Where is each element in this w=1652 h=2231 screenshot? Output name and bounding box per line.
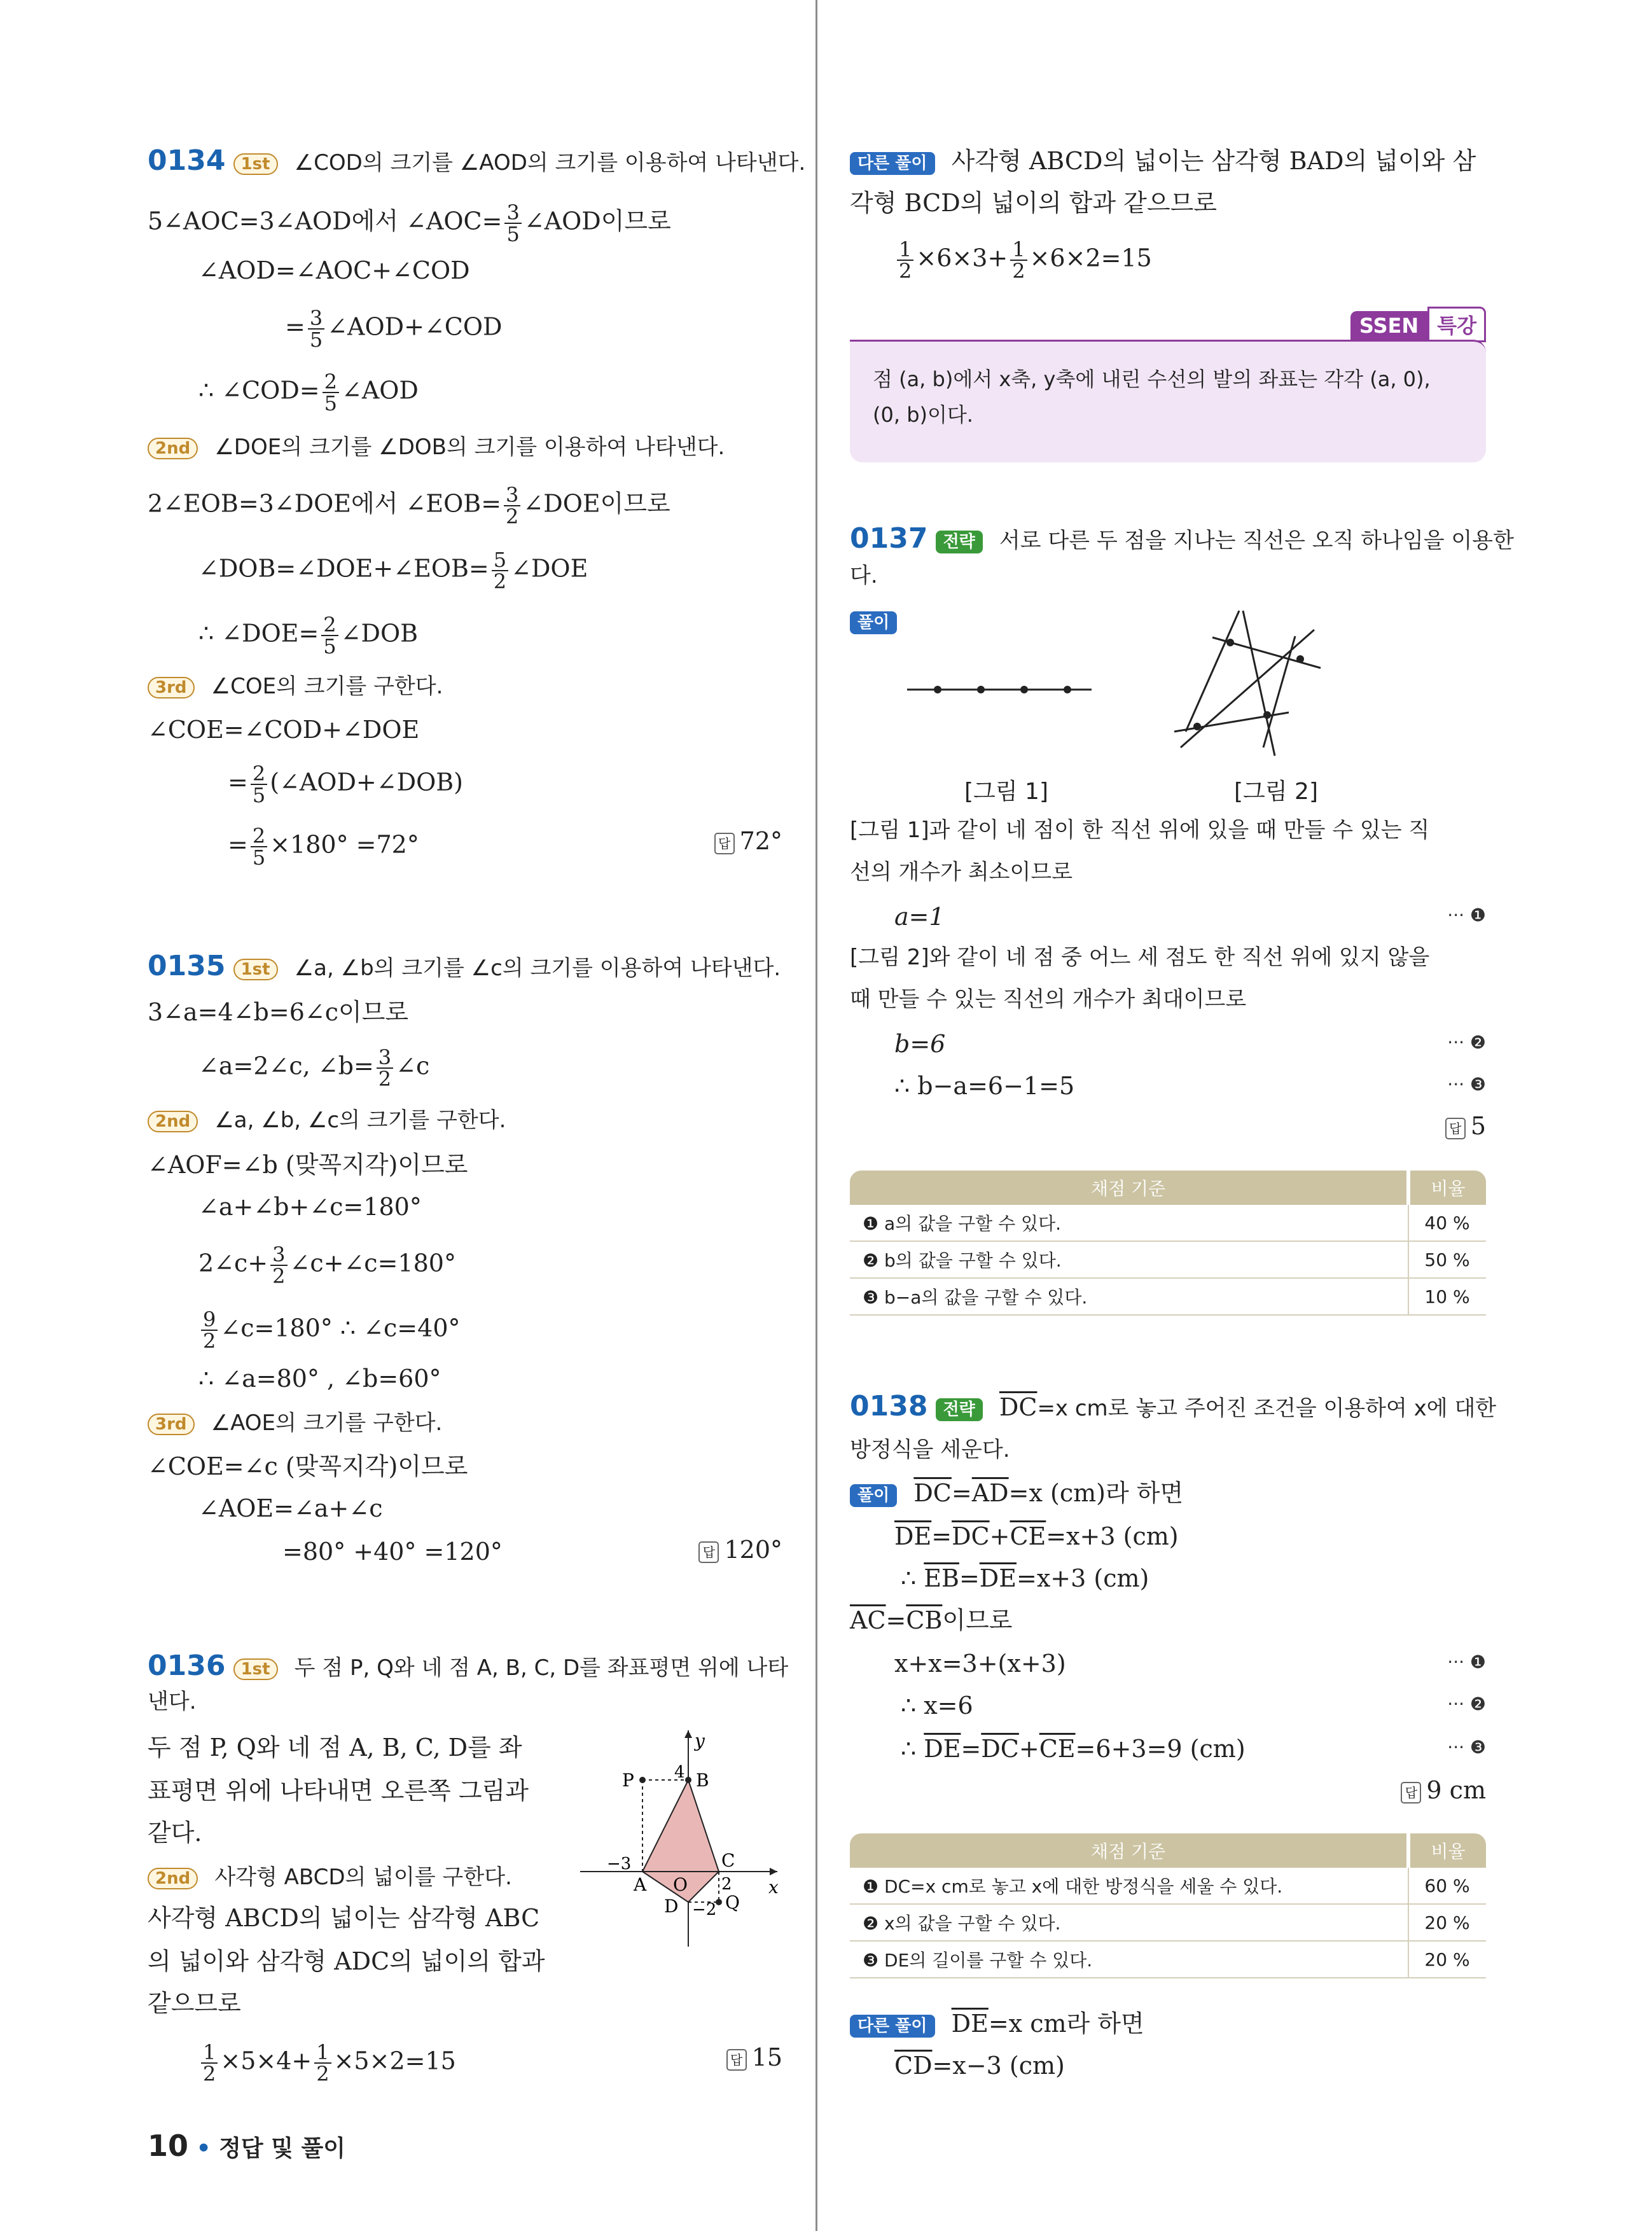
- solution-line: =80° +40° =120°: [282, 1538, 503, 1566]
- point: [1296, 655, 1304, 663]
- ssen-text: (0, b)이다.: [873, 403, 973, 427]
- table-row: ❷ b의 값을 구할 수 있다. 50 %: [850, 1241, 1486, 1278]
- table-row: ❶ DC=x cm로 놓고 x에 대한 방정식을 세울 수 있다. 60 %: [850, 1868, 1486, 1904]
- text-line: 두 점 P, Q와 네 점 A, B, C, D를 좌: [148, 1734, 522, 1762]
- solution-line: ∠COE=∠COD+∠DOE: [148, 716, 420, 744]
- step-marker: ··· ❷: [1447, 1693, 1486, 1714]
- text-line: 같다.: [148, 1819, 202, 1847]
- text-line: 같으므로: [148, 1989, 241, 2017]
- figure-2: [1162, 604, 1365, 763]
- step-badge: 3rd: [148, 677, 195, 698]
- point: [1193, 723, 1201, 730]
- step-badge: 2nd: [148, 1111, 198, 1132]
- alt-solution-tag: 다른 풀이: [850, 152, 935, 175]
- answer-icon: 답: [726, 2049, 747, 2071]
- solution-line: 2∠c+ $\frac{3}{2}$ ∠c+∠c=180°: [198, 1242, 456, 1288]
- figure-1-caption: [그림 1]: [964, 779, 1048, 805]
- fraction: $\frac{3}{2}$: [377, 1047, 393, 1089]
- fraction: $\frac{2}{5}$: [251, 826, 267, 868]
- page-number: 10: [148, 2129, 189, 2163]
- grading-table-0137: [850, 1171, 1486, 1316]
- solution-tag: 풀이: [850, 1484, 897, 1507]
- step-line: [148, 1406, 442, 1439]
- text-line: 선의 개수가 최소이므로: [850, 859, 1073, 885]
- solution-label-line: [850, 604, 906, 636]
- fraction: $\frac{1}{2}$: [201, 2042, 218, 2084]
- problem-0138-header: 0138 전략 $\overline{DC}=x$ cm로 놓고 주어진 조건을 이용하여 x에 대한: [850, 1390, 1497, 1422]
- x-label: x: [768, 1877, 779, 1898]
- ssen-box: [850, 340, 1486, 462]
- step-badge: 2nd: [148, 1868, 198, 1889]
- step-text: ∠COD의 크기를 ∠AOD의 크기를 이용하여 나타낸다.: [294, 150, 806, 176]
- fraction: $\frac{5}{2}$: [492, 550, 508, 592]
- solution-line: ∴ ∠COD= $\frac{2}{5}$ ∠AOD: [198, 370, 419, 415]
- point: [1226, 639, 1234, 646]
- fraction: $\frac{3}{2}$: [504, 485, 520, 527]
- text-line: [그림 2]와 같이 네 점 중 어느 세 점도 한 직선 위에 있지 않을: [850, 945, 1430, 970]
- solution-tag: 풀이: [850, 611, 897, 634]
- page-footer: 10 • 정답 및 풀이: [148, 2129, 346, 2163]
- step-text: ∠a, ∠b의 크기를 ∠c의 크기를 이용하여 나타낸다.: [294, 956, 781, 981]
- column-divider: [816, 0, 817, 2231]
- solution-line: ∠AOE=∠a+∠c: [198, 1494, 383, 1522]
- solution-line: ∠AOD=∠AOC+∠COD: [198, 256, 470, 284]
- label-neg2-y: −2: [692, 1900, 717, 1919]
- strategy-tag: 전략: [936, 531, 983, 553]
- label-d: D: [664, 1896, 679, 1917]
- step-badge: 3rd: [148, 1414, 195, 1435]
- alt-solution-tag: 다른 풀이: [850, 2015, 935, 2038]
- solution-line: $\frac{1}{2}$ ×6×3+ $\frac{1}{2}$ ×6×2=15: [894, 239, 1152, 281]
- text-line: 의 넓이와 삼각형 ADC의 넓이의 합과: [148, 1947, 545, 1975]
- label-c: C: [721, 1850, 735, 1871]
- label-q: Q: [725, 1892, 740, 1913]
- table-header: 채점 기준: [850, 1833, 1408, 1868]
- solution-line: ∠COE=∠c (맞꼭지각)이므로: [148, 1452, 468, 1480]
- solution-line: ∠AOF=∠b (맞꼭지각)이므로: [148, 1151, 468, 1179]
- solution-line: ∴ $\overline{DE}=\overline{DC}+\overline{CE}=6+3=9$ (cm): [901, 1735, 1246, 1763]
- answer: 답 5: [1445, 1112, 1486, 1140]
- answer: 답 120°: [698, 1536, 782, 1564]
- table-row: ❸ b−a의 값을 구할 수 있다. 10 %: [850, 1278, 1486, 1315]
- solution-line: ∠a=2∠c, ∠b= $\frac{3}{2}$ ∠c: [198, 1045, 430, 1091]
- fraction: $\frac{1}{2}$: [897, 239, 913, 281]
- step-marker: ··· ❷: [1447, 1032, 1486, 1053]
- answer: 답 15: [726, 2043, 782, 2071]
- step-text: 두 점 P, Q와 네 점 A, B, C, D를 좌표평면 위에 나타: [294, 1655, 789, 1681]
- text-line: 때 만들 수 있는 직선의 개수가 최대이므로: [850, 987, 1247, 1012]
- solution-line: $\overline{DE}=\overline{DC}+\overline{CE}=x+3$ (cm): [894, 1522, 1179, 1550]
- fraction: $\frac{2}{5}$: [321, 615, 338, 657]
- problem-number: 0137: [850, 522, 928, 555]
- solution-line: x+x=3+(x+3): [894, 1650, 1066, 1678]
- solution-line: 2∠EOB=3∠DOE에서 ∠EOB= $\frac{3}{2}$ ∠DOE이므로: [148, 483, 670, 529]
- solution-line: $\frac{9}{2}$ ∠c=180° ∴ ∠c=40°: [198, 1309, 461, 1351]
- step-text: ∠DOE의 크기를 ∠DOB의 크기를 이용하여 나타낸다.: [214, 434, 725, 460]
- label-4: 4: [674, 1763, 685, 1782]
- answer: 답 9 cm: [1401, 1776, 1486, 1804]
- step-text: 사각형 ABCD의 넓이를 구한다.: [214, 1865, 512, 1890]
- alt-solution-line: 다른 풀이 사각형 ABCD의 넓이는 삼각형 BAD의 넓이와 삼: [850, 145, 1476, 177]
- fraction: $\frac{3}{5}$: [504, 202, 521, 244]
- label-b: B: [696, 1770, 709, 1791]
- solution-line: = $\frac{3}{5}$ ∠AOD+∠COD: [285, 306, 503, 352]
- strategy-text: 다.: [850, 563, 878, 588]
- problem-0134-header: [148, 145, 805, 179]
- fraction: $\frac{9}{2}$: [201, 1309, 218, 1351]
- solution-line: = $\frac{2}{5}$ ×180° =72°: [228, 824, 419, 870]
- step-line: [148, 430, 725, 463]
- step-marker: ··· ❶: [1447, 1651, 1486, 1672]
- answer-icon: 답: [714, 833, 735, 854]
- table-row: ❶ a의 값을 구할 수 있다. 40 %: [850, 1205, 1486, 1241]
- step-line: [148, 669, 443, 702]
- fraction: $\frac{2}{5}$: [323, 372, 339, 414]
- fraction: $\frac{3}{2}$: [270, 1244, 287, 1286]
- grading-table-0138: [850, 1833, 1486, 1978]
- point: [934, 686, 941, 693]
- answer-icon: 답: [698, 1541, 719, 1563]
- step-line: [148, 1860, 512, 1893]
- solution-line: 풀이 $\overline{DC}=\overline{AD}=x$ (cm)라 하면: [850, 1477, 1183, 1509]
- problem-0135-header: [148, 950, 781, 984]
- step-marker: ··· ❸: [1447, 1737, 1486, 1758]
- solution-line: ∴ b−a=6−1=5: [894, 1072, 1075, 1100]
- text-line: 각형 BCD의 넓이의 합과 같으므로: [850, 189, 1217, 217]
- fraction: $\frac{1}{2}$: [314, 2042, 331, 2084]
- solution-line: $\frac{1}{2}$ ×5×4+ $\frac{1}{2}$ ×5×2=15: [198, 2042, 456, 2084]
- point-p: [639, 1777, 646, 1783]
- step-text: 낸다.: [148, 1689, 197, 1714]
- label-a: A: [634, 1874, 647, 1895]
- solution-line: ∠a+∠b+∠c=180°: [198, 1193, 422, 1221]
- alt-solution-line: 다른 풀이 $\overline{DE}=x$ cm라 하면: [850, 2008, 1144, 2040]
- y-axis-arrow: [684, 1730, 692, 1738]
- point: [1064, 686, 1071, 693]
- step-text: ∠a, ∠b, ∠c의 크기를 구한다.: [214, 1108, 506, 1133]
- coordinate-graph: [580, 1730, 784, 1953]
- answer-icon: 답: [1445, 1118, 1466, 1139]
- fraction: $\frac{1}{2}$: [1010, 239, 1027, 281]
- label-o: O: [673, 1874, 688, 1895]
- problem-number: 0138: [850, 1390, 928, 1422]
- strategy-text: 서로 다른 두 점을 지나는 직선은 오직 하나임을 이용한: [999, 528, 1514, 553]
- table-header: 비율: [1408, 1833, 1486, 1868]
- solution-line: 3∠a=4∠b=6∠c이므로: [148, 998, 409, 1026]
- problem-0137-header: [850, 523, 1514, 557]
- point: [977, 686, 985, 693]
- answer-icon: 답: [1401, 1782, 1421, 1804]
- solution-line: 5∠AOC=3∠AOD에서 ∠AOC= $\frac{3}{5}$ ∠AOD이므로: [148, 200, 671, 246]
- label-2: 2: [721, 1875, 732, 1894]
- problem-number: 0136: [148, 1650, 226, 1682]
- step-marker: ··· ❸: [1447, 1074, 1486, 1095]
- problem-number: 0135: [148, 950, 226, 982]
- solution-line: ∴ $\overline{EB}=\overline{DE}=x+3$ (cm): [901, 1564, 1149, 1592]
- table-row: ❸ DE의 길이를 구할 수 있다. 20 %: [850, 1941, 1486, 1978]
- step-text: ∠AOE의 크기를 구한다.: [211, 1410, 443, 1436]
- table-header: 채점 기준: [850, 1171, 1408, 1205]
- page-title: 정답 및 풀이: [219, 2136, 346, 2162]
- table-header: 비율: [1408, 1171, 1486, 1205]
- solution-line: b=6: [894, 1030, 946, 1058]
- solution-line: ∴ ∠a=80° , ∠b=60°: [198, 1365, 441, 1393]
- solution-line: = $\frac{2}{5}$ (∠AOD+∠DOB): [228, 761, 463, 807]
- strategy-text: =x cm로 놓고 주어진 조건을 이용하여 x에 대한: [1037, 1396, 1497, 1421]
- ssen-text: 점 (a, b)에서 x축, y축에 내린 수선의 발의 좌표는 각각 (a, 0),: [873, 367, 1431, 391]
- strategy-tag: 전략: [936, 1398, 983, 1421]
- step-badge: 1st: [233, 153, 278, 175]
- step-marker: ··· ❶: [1447, 905, 1486, 926]
- solution-line: $\overline{CD}=x-3$ (cm): [894, 2052, 1065, 2080]
- y-label: y: [695, 1730, 705, 1751]
- text-line: 표평면 위에 나타내면 오른쪽 그림과: [148, 1777, 529, 1805]
- step-badge: 1st: [233, 959, 278, 980]
- step-badge: 2nd: [148, 438, 198, 459]
- x-axis-arrow: [770, 1868, 777, 1875]
- solution-line: ∴ ∠DOE= $\frac{2}{5}$ ∠DOB: [198, 613, 419, 658]
- solution-line: ∠DOB=∠DOE+∠EOB= $\frac{5}{2}$ ∠DOE: [198, 548, 588, 594]
- answer: 답 72°: [714, 827, 782, 855]
- text-line: [그림 1]과 같이 네 점이 한 직선 위에 있을 때 만들 수 있는 직: [850, 817, 1430, 843]
- fraction: $\frac{2}{5}$: [251, 763, 267, 805]
- point-b: [685, 1777, 691, 1783]
- problem-0136-header: [148, 1650, 788, 1684]
- fraction: $\frac{3}{5}$: [308, 308, 324, 350]
- step-text: ∠COE의 크기를 구한다.: [211, 674, 443, 699]
- solution-line: ∴ x=6: [901, 1692, 973, 1720]
- figure-1: [901, 662, 1104, 712]
- label-neg3: −3: [607, 1854, 632, 1873]
- table-row: ❷ x의 값을 구할 수 있다. 20 %: [850, 1904, 1486, 1941]
- step-line: [148, 1103, 506, 1136]
- strategy-text: 방정식을 세운다.: [850, 1437, 1010, 1463]
- ssen-badge: SSEN 특강: [1350, 307, 1486, 340]
- figure-2-caption: [그림 2]: [1234, 779, 1318, 805]
- solution-line: $\overline{AC}=\overline{CB}$이므로: [850, 1606, 1013, 1634]
- point: [1020, 686, 1028, 693]
- text-line: 사각형 ABCD의 넓이는 삼각형 ABC: [148, 1904, 540, 1932]
- label-p: P: [622, 1770, 634, 1791]
- solution-line: a=1: [894, 903, 945, 931]
- problem-number: 0134: [148, 144, 226, 177]
- step-badge: 1st: [233, 1658, 278, 1680]
- point: [1263, 711, 1271, 719]
- point-q: [716, 1899, 722, 1905]
